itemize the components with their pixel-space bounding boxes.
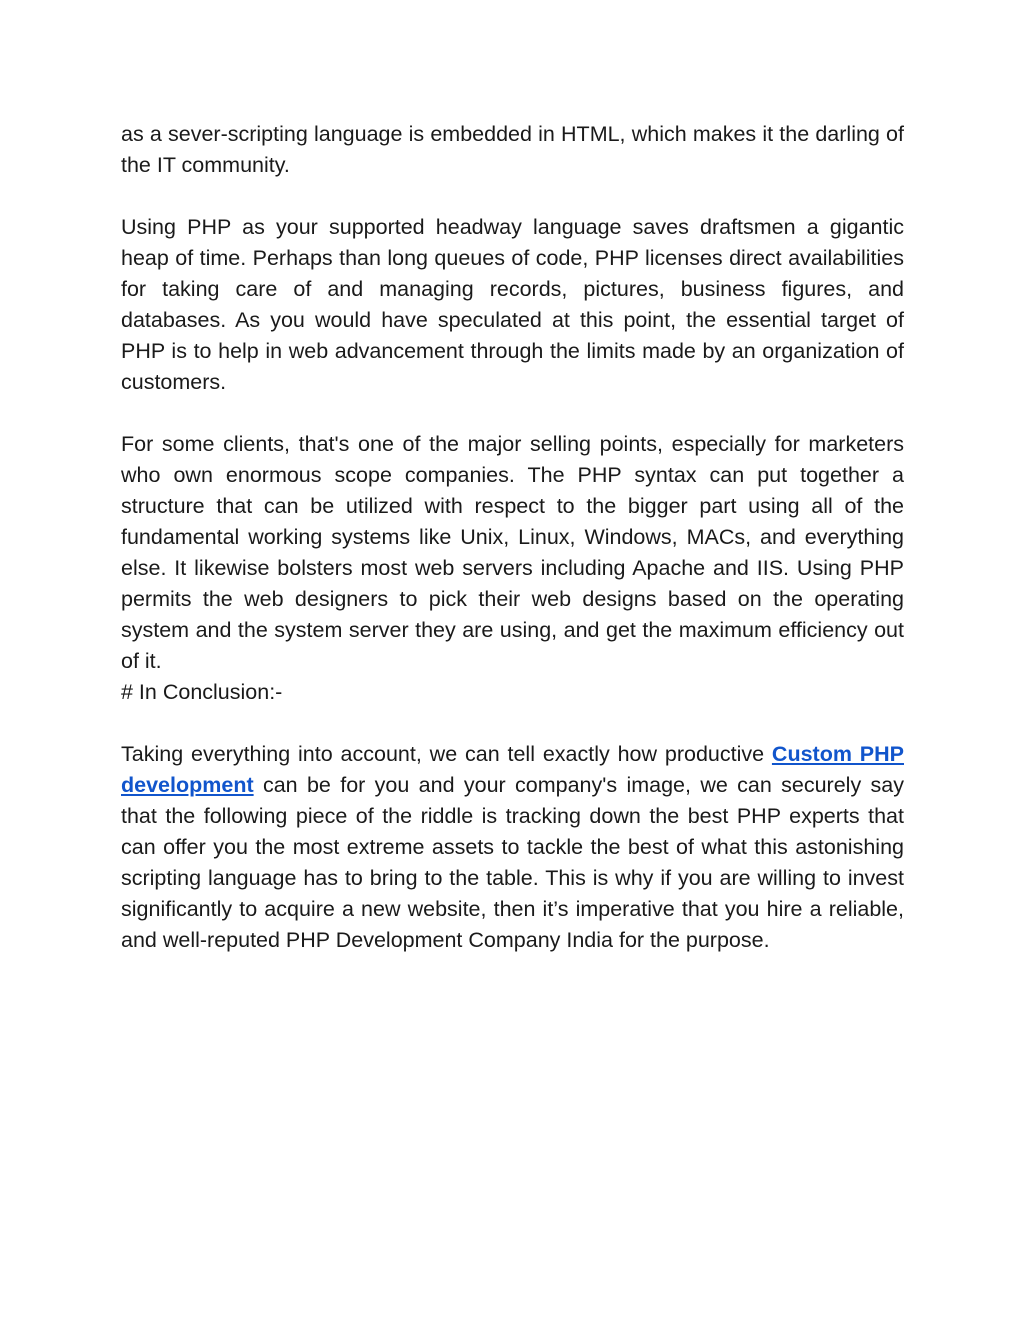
paragraph-php-time-saving: Using PHP as your supported headway language saves draftsmen a gigantic heap of time. Perhaps than long queues of code, PHP licenses direct availabilities for taking care of and managing records, pictures, business figures, and databases. As you would have speculated at this point, the essential target of PHP is to help in web advancement through the limits made by an organization of customers. [121,215,904,394]
paragraph-php-html: as a sever-scripting language is embedded in HTML, which makes it the darling of the IT community. [121,122,904,177]
conclusion-text-before-link: Taking everything into account, we can tell exactly how productive [121,742,772,766]
paragraph-conclusion [121,739,904,956]
paragraph-php-platforms: For some clients, that's one of the major selling points, especially for marketers who own enormous scope companies. The PHP syntax can put together a structure that can be utilized with respect to the bigger part using all of the fundamental working systems like Unix, Linux, Windows, MACs, and everything else. It likewise bolsters most web servers including Apache and IIS. Using PHP permits the web designers to pick their web designs based on the operating system and the system server they are using, and get the maximum efficiency out of it. [121,432,904,673]
custom-php-development-link[interactable]: Custom PHP development [121,742,904,797]
conclusion-text-after-link: can be for you and your company's image, we can securely say that the following piece of the riddle is tracking down the best PHP experts that can offer you the most extreme assets to tackle the best of what this astonishing scripting language has to bring to the table. This is why if you are willing to invest significantly to acquire a new website, then it’s imperative that you hire a reliable, and well-reputed PHP Development Company India for the purpose. [121,773,904,952]
section-heading-conclusion: # In Conclusion:- [121,680,283,704]
document-page [121,119,904,956]
